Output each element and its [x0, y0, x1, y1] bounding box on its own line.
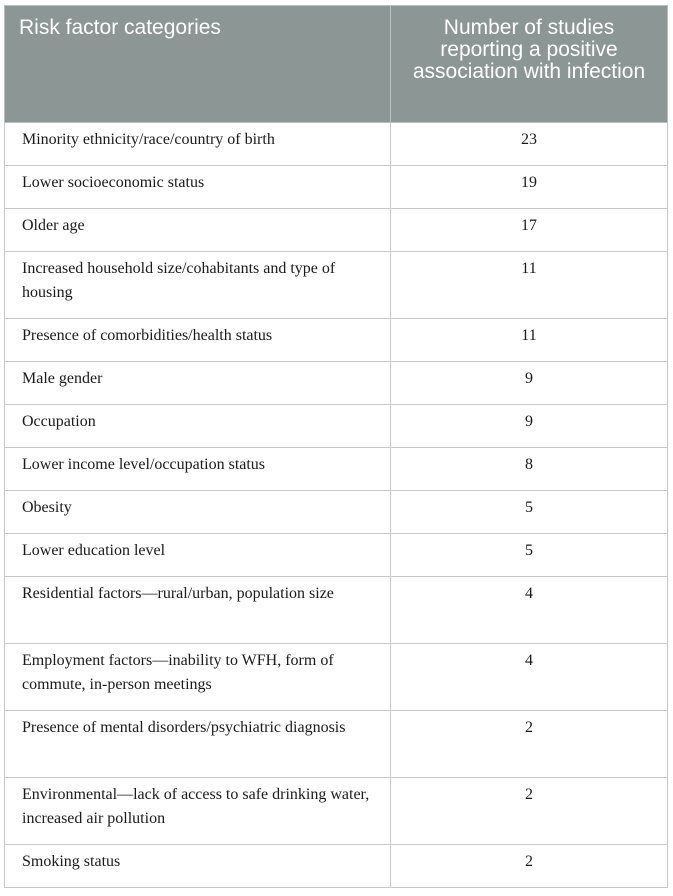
study-count: 2 [391, 711, 668, 778]
table-row [5, 644, 668, 711]
risk-factor-name: Smoking status [5, 845, 391, 888]
study-count: 2 [391, 845, 668, 888]
study-count: 5 [391, 534, 668, 577]
table-row [5, 319, 668, 362]
study-count: 8 [391, 448, 668, 491]
table-row [5, 362, 668, 405]
risk-factor-name: Presence of mental disorders/psychiatric diagnosis [5, 711, 391, 778]
risk-factor-table [4, 5, 668, 888]
risk-factor-name: Minority ethnicity/race/country of birth [5, 123, 391, 166]
table-row [5, 166, 668, 209]
study-count: 9 [391, 362, 668, 405]
risk-factor-name: Residential factors—rural/urban, population size [5, 577, 391, 644]
risk-factor-name: Lower income level/occupation status [5, 448, 391, 491]
header-risk-factor-categories: Risk factor categories [5, 6, 391, 123]
study-count: 5 [391, 491, 668, 534]
table-row [5, 845, 668, 888]
study-count: 4 [391, 577, 668, 644]
table-header-row [5, 6, 668, 123]
risk-factor-name: Occupation [5, 405, 391, 448]
risk-factor-name: Older age [5, 209, 391, 252]
table-row [5, 123, 668, 166]
risk-factor-name: Environmental—lack of access to safe drinking water, increased air pollution [5, 778, 391, 845]
table-row [5, 711, 668, 778]
study-count: 11 [391, 252, 668, 319]
table-row [5, 491, 668, 534]
table-row [5, 577, 668, 644]
table-row [5, 209, 668, 252]
table-row [5, 778, 668, 845]
risk-factor-name: Lower socioeconomic status [5, 166, 391, 209]
risk-factor-name: Increased household size/cohabitants and type of housing [5, 252, 391, 319]
risk-factor-name: Employment factors—inability to WFH, form of commute, in-person meetings [5, 644, 391, 711]
header-number-of-studies: Number of studies reporting a positive association with infection [391, 6, 668, 123]
risk-factor-name: Lower education level [5, 534, 391, 577]
study-count: 19 [391, 166, 668, 209]
risk-factor-name: Obesity [5, 491, 391, 534]
table-row [5, 405, 668, 448]
table-row [5, 448, 668, 491]
study-count: 4 [391, 644, 668, 711]
study-count: 23 [391, 123, 668, 166]
study-count: 9 [391, 405, 668, 448]
study-count: 17 [391, 209, 668, 252]
table-row [5, 534, 668, 577]
study-count: 2 [391, 778, 668, 845]
study-count: 11 [391, 319, 668, 362]
table-row [5, 252, 668, 319]
risk-factor-name: Presence of comorbidities/health status [5, 319, 391, 362]
risk-factor-name: Male gender [5, 362, 391, 405]
